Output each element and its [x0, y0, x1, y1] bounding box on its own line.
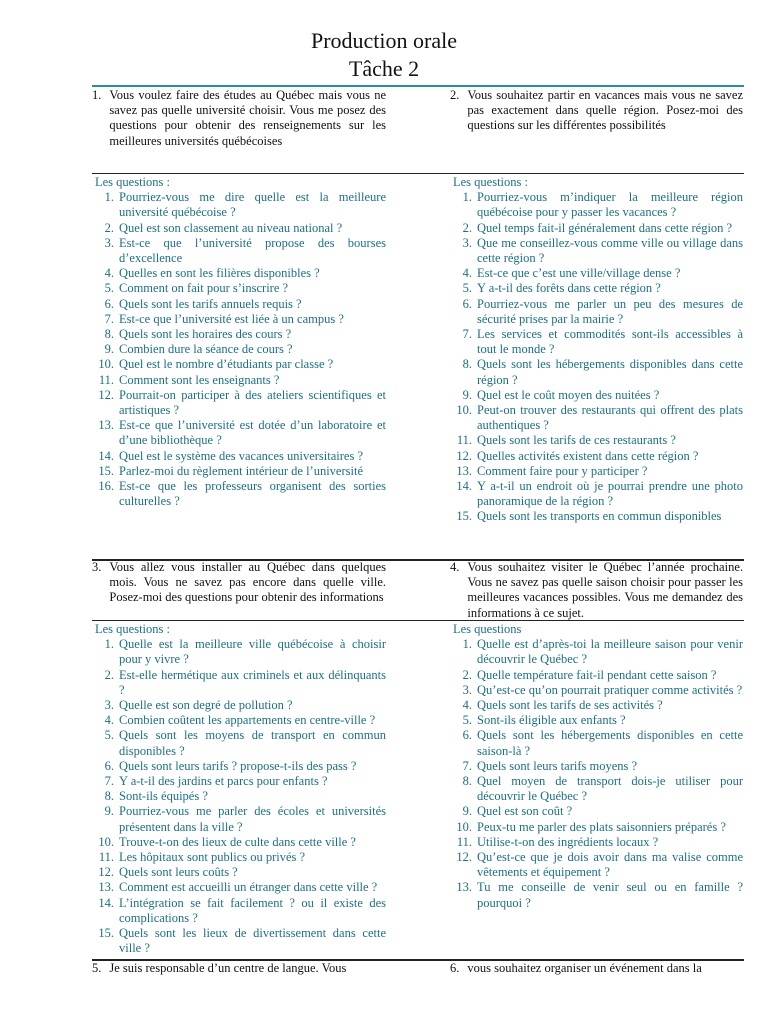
questions-heading: Les questions :: [453, 175, 528, 189]
list-item: 5. Sont-ils éligible aux enfants ?: [462, 713, 626, 728]
list-item: 13. Comment est accueilli un étranger dans cette ville ?: [98, 880, 378, 895]
questions-task-1: [92, 175, 386, 509]
list-item: 11. Quels sont les tarifs de ces restaurants ?: [456, 433, 676, 448]
task-2: [450, 88, 743, 134]
list-item: 7. Y a-t-il des jardins et parcs pour enfants ?: [104, 774, 328, 789]
list-item: 9. Quel est le coût moyen des nuitées ?: [462, 387, 660, 402]
list-item: 4. Combien coûtent les appartements en centre-ville ?: [104, 713, 376, 728]
list-item: 15. Parlez-moi du règlement intérieur de l’université: [98, 463, 364, 478]
list-item: 3. Est-ce que l’université propose des bourses d’excellence: [104, 235, 386, 266]
questions-task-4: [450, 622, 743, 911]
row-divider: [92, 173, 744, 174]
task-1: [92, 88, 386, 149]
list-item: 10. Trouve-t-on des lieux de culte dans cette ville ?: [98, 834, 356, 849]
list-item: 3. Que me conseillez-vous comme ville ou village dans cette région ?: [462, 235, 743, 266]
list-item: 8. Quels sont les hébergements disponibles dans cette région ?: [462, 357, 743, 387]
task-number: 4.: [450, 560, 460, 574]
list-item: 11. Comment sont les enseignants ?: [98, 372, 280, 387]
list-item: 11. Utilise-t-on des ingrédients locaux ?: [456, 834, 659, 849]
list-item: 12. Qu’est-ce que je dois avoir dans ma valise comme vêtements et équipement ?: [456, 850, 743, 880]
task-text: vous souhaitez organiser un événement dans la: [467, 961, 702, 975]
task-number: 1.: [92, 88, 102, 102]
list-item: 6. Quels sont leurs tarifs ? propose-t-ils des pass ?: [104, 758, 357, 773]
page-title: Production orale: [310, 28, 458, 53]
list-item: 2. Quel est son classement au niveau national ?: [104, 220, 343, 235]
task-3: [92, 560, 386, 606]
list-item: 16. Est-ce que les professeurs organisent des sorties culturelles ?: [98, 479, 386, 509]
list-item: 8. Quel moyen de transport dois-je utiliser pour découvrir le Québec ?: [462, 774, 743, 804]
list-item: 12. Quels sont leurs coûts ?: [98, 865, 238, 880]
list-item: 14. Quel est le système des vacances universitaires ?: [98, 448, 364, 463]
questions-heading: Les questions: [453, 622, 522, 636]
list-item: 1. Quelle est la meilleure ville québécoise à choisir pour y vivre ?: [104, 637, 386, 667]
list-item: 7. Est-ce que l’université est liée à un campus ?: [104, 311, 344, 326]
task-text: Je suis responsable d’un centre de langue. Vous: [109, 961, 347, 975]
list-item: 4. Est-ce que c’est une ville/village dense ?: [462, 266, 681, 281]
list-item: 12. Pourrait-on participer à des ateliers scientifiques et artistiques ?: [98, 387, 386, 418]
list-item: 12. Quelles activités existent dans cette région ?: [456, 448, 699, 463]
list-item: 2. Est-elle hermétique aux criminels et aux délinquants ?: [104, 667, 386, 697]
task-text: Vous voulez faire des études au Québec mais vous ne savez pas quelle université choisir. Vous me posez des questions pour obtenir des renseignements sur les meilleures universités québécoises: [109, 88, 386, 148]
list-item: 3. Quelle est son degré de pollution ?: [104, 698, 293, 713]
list-item: 15. Quels sont les transports en commun disponibles: [456, 509, 722, 524]
task-5: [92, 961, 386, 976]
list-item: 7. Les services et commodités sont-ils accessibles à tout le monde ?: [462, 327, 743, 357]
list-item: 11. Les hôpitaux sont publics ou privés ?: [98, 850, 306, 865]
list-item: 3. Qu’est-ce qu’on pourrait pratiquer comme activités ?: [462, 682, 743, 697]
list-item: 5. Y a-t-il des forêts dans cette région ?: [462, 281, 661, 296]
list-item: 2. Quel temps fait-il généralement dans cette région ?: [462, 220, 733, 235]
list-item: 8. Sont-ils équipés ?: [104, 789, 208, 804]
questions-task-3: [92, 622, 386, 956]
list-item: 9. Pourriez-vous me parler des écoles et universités présentent dans la ville ?: [104, 804, 386, 834]
page-subtitle: Tâche 2: [348, 56, 420, 81]
question-list: [92, 637, 386, 956]
list-item: 6. Quels sont les hébergements disponibles en cette saison-là ?: [462, 728, 743, 758]
list-item: 13. Tu me conseille de venir seul ou en famille ? pourquoi ?: [456, 880, 743, 910]
list-item: 13. Est-ce que l’université est dotée d’un laboratoire et d’une bibliothèque ?: [98, 418, 386, 448]
list-item: 14. L’intégration se fait facilement ? ou il existe des complications ?: [98, 895, 386, 925]
list-item: 9. Combien dure la séance de cours ?: [104, 342, 293, 357]
task-number: 3.: [92, 560, 102, 574]
question-list: [450, 190, 743, 524]
list-item: 2. Quelle température fait-il pendant cette saison ?: [462, 667, 717, 682]
list-item: 14. Y a-t-il un endroit où je pourrai prendre une photo panoramique de la région ?: [456, 479, 743, 509]
task-text: Vous souhaitez visiter le Québec l’année prochaine. Vous ne savez pas quelle saison choisir pour passer les meilleures vacances possibles. Vous me demandez des informations à ce sujet.: [467, 560, 743, 620]
list-item: 13. Comment faire pour y participer ?: [456, 463, 648, 478]
task-number: 5.: [92, 961, 102, 975]
list-item: 7. Quels sont leurs tarifs moyens ?: [462, 758, 638, 773]
list-item: 4. Quels sont les tarifs de ses activités ?: [462, 698, 663, 713]
questions-heading: Les questions :: [95, 175, 170, 189]
list-item: 5. Quels sont les moyens de transport en commun disponibles ?: [104, 728, 386, 758]
list-item: 1. Quelle est d’après-toi la meilleure saison pour venir découvrir le Québec ?: [462, 637, 743, 667]
list-item: 10. Peut-on trouver des restaurants qui offrent des plats authentiques ?: [456, 403, 743, 433]
questions-heading: Les questions :: [95, 622, 170, 636]
task-text: Vous souhaitez partir en vacances mais vous ne savez pas exactement dans quelle région. Posez-moi des questions sur les différentes possibilités: [467, 88, 743, 133]
task-number: 2.: [450, 88, 460, 102]
question-list: [450, 637, 743, 911]
list-item: 8. Quels sont les horaires des cours ?: [104, 327, 292, 342]
list-item: 10. Quel est le nombre d’étudiants par classe ?: [98, 357, 334, 372]
table-top-rule: [92, 85, 744, 87]
task-6: [450, 961, 743, 976]
list-item: 4. Quelles en sont les filières disponibles ?: [104, 266, 320, 281]
list-item: 9. Quel est son coût ?: [462, 804, 573, 819]
list-item: 6. Pourriez-vous me parler un peu des mesures de sécurité prises par la mairie ?: [462, 296, 743, 326]
questions-task-2: [450, 175, 743, 525]
list-item: 5. Comment on fait pour s’inscrire ?: [104, 281, 289, 296]
question-list: [92, 190, 386, 509]
list-item: 10. Peux-tu me parler des plats saisonniers préparés ?: [456, 819, 726, 834]
task-text: Vous allez vous installer au Québec dans quelques mois. Vous ne savez pas encore dans quelle ville. Posez-moi des questions pour obtenir des informations: [109, 560, 386, 605]
list-item: 1. Pourriez-vous me dire quelle est la meilleure université québécoise ?: [104, 190, 386, 220]
list-item: 1. Pourriez-vous m’indiquer la meilleure région québécoise pour y passer les vacances ?: [462, 190, 743, 220]
list-item: 6. Quels sont les tarifs annuels requis ?: [104, 296, 302, 311]
task-4: [450, 560, 743, 621]
task-number: 6.: [450, 961, 460, 975]
list-item: 15. Quels sont les lieux de divertissement dans cette ville ?: [98, 926, 386, 956]
